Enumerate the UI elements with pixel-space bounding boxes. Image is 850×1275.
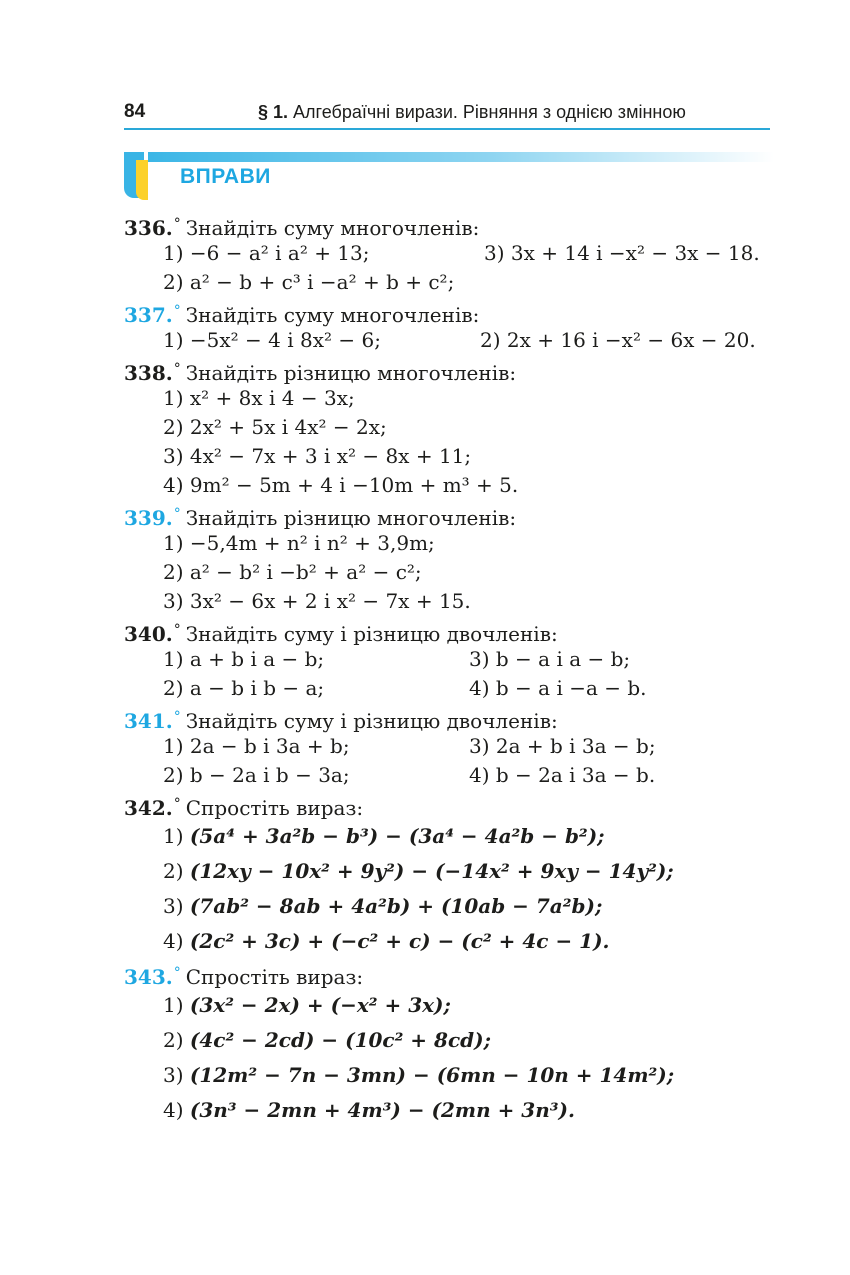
exercise-header <box>124 210 784 239</box>
exercise-item-row <box>124 558 784 587</box>
exercise-number: 337. <box>124 303 173 327</box>
item-expression: (3n³ − 2mn + 4m³) − (2mn + 3n³). <box>189 1098 575 1122</box>
item-label: 2) <box>163 859 184 883</box>
exercise-task: Знайдіть суму і різницю двочленів: <box>185 709 558 733</box>
section-mark: § 1. <box>258 102 289 122</box>
item-right: 4) b − 2a і 3a − b. <box>469 763 656 787</box>
section-heading-text: Алгебраїчні вирази. Рівняння з однією змінною <box>293 102 686 122</box>
difficulty-marker: ° <box>173 303 181 319</box>
exercise-number: 340. <box>124 622 173 646</box>
exercise-task: Спростіть вираз: <box>185 965 364 989</box>
exercise-item-row <box>124 384 784 413</box>
exercise-item <box>124 1023 784 1058</box>
item-label: 2) <box>163 1028 184 1052</box>
item-right: 3) 2a + b і 3a − b; <box>469 734 656 758</box>
item-expression: (4c² − 2cd) − (10c² + 8cd); <box>189 1028 491 1052</box>
exercise-item-row <box>124 326 784 355</box>
exercise-task: Знайдіть різницю многочленів: <box>185 361 517 385</box>
exercise-item <box>124 1058 784 1093</box>
item-left: 2) b − 2a і b − 3a; <box>163 763 350 787</box>
band-gradient-line <box>148 152 774 162</box>
exercise-task: Знайдіть суму і різницю двочленів: <box>185 622 558 646</box>
difficulty-marker: ° <box>173 216 181 232</box>
exercise-number: 343. <box>124 965 173 989</box>
item-expression: (2c² + 3c) + (−c² + c) − (c² + 4c − 1). <box>189 929 610 953</box>
item-left: 2) a² − b² і −b² + a² − c²; <box>163 560 422 584</box>
item-label: 1) <box>163 824 184 848</box>
exercise-item-row <box>124 761 784 790</box>
exercise-item <box>124 854 784 889</box>
exercise-item <box>124 924 784 959</box>
exercise-item-row <box>124 268 784 297</box>
difficulty-marker: ° <box>173 622 181 638</box>
exercise <box>124 297 784 355</box>
exercise-item-row <box>124 674 784 703</box>
page-number: 84 <box>124 101 146 122</box>
exercise-number: 336. <box>124 216 173 240</box>
exercise-header <box>124 616 784 645</box>
exercise <box>124 703 784 790</box>
exercise-header <box>124 703 784 732</box>
item-right: 2) 2x + 16 і −x² − 6x − 20. <box>480 328 756 352</box>
exercise-item <box>124 988 784 1023</box>
item-expression: (12xy − 10x² + 9y²) − (−14x² + 9xy − 14y²); <box>189 859 674 883</box>
item-left: 2) a − b і b − a; <box>163 676 325 700</box>
item-right: 3) 3x + 14 і −x² − 3x − 18. <box>484 241 760 265</box>
item-label: 3) <box>163 1063 184 1087</box>
item-left: 2) 2x² + 5x і 4x² − 2x; <box>163 415 387 439</box>
item-expression: (3x² − 2x) + (−x² + 3x); <box>189 993 451 1017</box>
exercise-item-row <box>124 529 784 558</box>
exercise <box>124 500 784 616</box>
exercise-item-row <box>124 645 784 674</box>
difficulty-marker: ° <box>173 506 181 522</box>
exercise-task: Знайдіть суму многочленів: <box>185 216 480 240</box>
exercise-list <box>124 210 784 1128</box>
exercise <box>124 616 784 703</box>
exercise-header <box>124 959 784 988</box>
exercise-header <box>124 790 784 819</box>
exercise-task: Спростіть вираз: <box>185 796 364 820</box>
item-left: 2) a² − b + c³ і −a² + b + c²; <box>163 270 455 294</box>
difficulty-marker: ° <box>173 361 181 377</box>
exercise-number: 341. <box>124 709 173 733</box>
item-left: 1) −6 − a² і a² + 13; <box>163 241 370 265</box>
exercise-item <box>124 889 784 924</box>
exercise <box>124 790 784 959</box>
exercise-task: Знайдіть різницю многочленів: <box>185 506 517 530</box>
exercise-number: 342. <box>124 796 173 820</box>
item-right: 3) b − a і a − b; <box>469 647 631 671</box>
item-left: 3) 3x² − 6x + 2 і x² − 7x + 15. <box>163 589 471 613</box>
item-left: 3) 4x² − 7x + 3 і x² − 8x + 11; <box>163 444 472 468</box>
item-expression: (5a⁴ + 3a²b − b³) − (3a⁴ − 4a²b − b²); <box>189 824 605 848</box>
difficulty-marker: ° <box>173 965 181 981</box>
exercise-item <box>124 819 784 854</box>
exercise-task: Знайдіть суму многочленів: <box>185 303 480 327</box>
exercise-item-row <box>124 413 784 442</box>
exercise-header <box>124 297 784 326</box>
item-left: 1) 2a − b і 3a + b; <box>163 734 350 758</box>
exercise-header <box>124 355 784 384</box>
exercise-number: 339. <box>124 506 173 530</box>
band-yellow-bar <box>136 160 148 200</box>
item-label: 4) <box>163 929 184 953</box>
running-head <box>258 102 686 123</box>
item-left: 1) −5x² − 4 і 8x² − 6; <box>163 328 381 352</box>
exercise-item-row <box>124 587 784 616</box>
section-band <box>124 152 774 200</box>
exercise <box>124 355 784 500</box>
section-title: ВПРАВИ <box>180 165 271 188</box>
exercise-header <box>124 500 784 529</box>
item-left: 1) −5,4m + n² і n² + 3,9m; <box>163 531 435 555</box>
exercise-item-row <box>124 239 784 268</box>
item-label: 1) <box>163 993 184 1017</box>
item-left: 4) 9m² − 5m + 4 і −10m + m³ + 5. <box>163 473 519 497</box>
exercise-item-row <box>124 442 784 471</box>
exercise-item-row <box>124 732 784 761</box>
item-right: 4) b − a і −a − b. <box>469 676 647 700</box>
item-expression: (12m² − 7n − 3mn) − (6mn − 10n + 14m²); <box>189 1063 675 1087</box>
item-label: 4) <box>163 1098 184 1122</box>
item-label: 3) <box>163 894 184 918</box>
difficulty-marker: ° <box>173 796 181 812</box>
item-expression: (7ab² − 8ab + 4a²b) + (10ab − 7a²b); <box>189 894 603 918</box>
item-left: 1) x² + 8x і 4 − 3x; <box>163 386 355 410</box>
exercise <box>124 210 784 297</box>
exercise-item-row <box>124 471 784 500</box>
exercise <box>124 959 784 1128</box>
header-rule <box>124 128 770 130</box>
item-left: 1) a + b і a − b; <box>163 647 325 671</box>
exercise-number: 338. <box>124 361 173 385</box>
exercise-item <box>124 1093 784 1128</box>
difficulty-marker: ° <box>173 709 181 725</box>
